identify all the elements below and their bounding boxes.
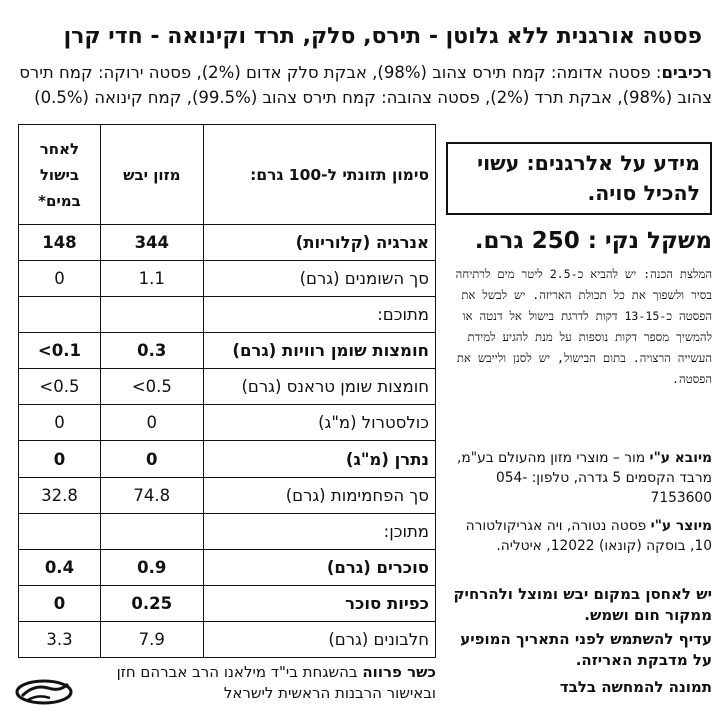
preparation-instructions: המלצת הכנה: יש להביא כ-2.5 ליטר מים לרתיחה בסיר ולשפוך את כל תכולת האריזה. יש לבשל את הפסטה כ-13-15 דקות לדרגת בישול אל דנטה או להמשיך מספר דקות נוספות על מנת להגיע למידת העשייה הרצויה. בתום הבישול, יש לסנן ולייבש את הפסטה.	[455, 267, 712, 386]
importer-label: מיובא ע"י	[649, 450, 712, 466]
nutrition-cell-dry: 0.5>	[100, 369, 203, 405]
nutrition-cell-cooked: 0	[19, 261, 101, 297]
nutrition-cell-name: סוכרים (גרם)	[203, 549, 435, 585]
nutrition-cell-name: מתוכם:	[203, 297, 435, 333]
nutrition-cell-name: מתוכן:	[203, 513, 435, 549]
nutrition-row	[19, 261, 436, 297]
net-weight: משקל נקי : 250 גרם.	[474, 228, 712, 254]
nutrition-cell-name: חלבונים (גרם)	[203, 621, 435, 657]
product-title: פסטה אורגנית ללא גלוטן - תירס, סלק, תרד וקינואה - חדי קרן	[63, 24, 702, 49]
kosher-body: בהשגחת בי"ד מילאנו הרב אברהם חזן ובאישור הרבנות הראשית לישראל	[116, 663, 436, 702]
nutrition-cell-name: סך הפחמימות (גרם)	[203, 477, 435, 513]
nutrition-table	[18, 124, 436, 658]
nutrition-cell-cooked: 0.5>	[19, 369, 101, 405]
nutrition-row	[19, 549, 436, 585]
kosher-label: כשר פרווה	[362, 663, 436, 681]
nutrition-cell-cooked: 32.8	[19, 477, 101, 513]
nutrition-cell-name: כולסטרול (מ"ג)	[203, 405, 435, 441]
ingredients-label: רכיבים	[661, 63, 712, 82]
nutrition-cell-cooked: 0.1>	[19, 333, 101, 369]
nutrition-cell-name: אנרגיה (קלוריות)	[203, 225, 435, 261]
nutrition-cell-dry: 0	[100, 405, 203, 441]
nutrition-cell-dry: 1.1	[100, 261, 203, 297]
nutrition-cell-cooked	[19, 297, 101, 333]
nutrition-row	[19, 333, 436, 369]
nutrition-cell-cooked: 0.4	[19, 549, 101, 585]
nutrition-cell-name: נתרן (מ"ג)	[203, 441, 435, 477]
nutrition-cell-dry: 0.3	[100, 333, 203, 369]
illustration-note: תמונה להמחשה בלבד	[559, 678, 712, 696]
allergen-box: מידע על אלרגנים: עשוי להכיל סויה.	[446, 142, 712, 215]
nutrition-header-dry: מזון יבש	[100, 125, 203, 225]
ingredients-body: : פסטה אדומה: קמח תירס צהוב (98%), אבקת סלק אדום (2%), פסטה ירוקה: קמח תירס צהוב (98%), אבקת תרד (2%), פסטה צהובה: קמח תירס צהוב (99.5%), קמח קינואה (0.5%)	[19, 63, 712, 107]
nutrition-cell-dry	[100, 513, 203, 549]
nutrition-cell-name: חומצות שומן רוויות (גרם)	[203, 333, 435, 369]
producer-body: פסטה נטורה, ויה אגריקולטורה 10, בוסקה (קונאו) 12022, איטליה.	[465, 518, 712, 554]
nutrition-cell-cooked: 148	[19, 225, 101, 261]
storage-instructions	[446, 584, 712, 674]
nutrition-header-row	[19, 125, 436, 225]
nutrition-cell-cooked: 0	[19, 405, 101, 441]
nutrition-cell-name: כפיות סוכר	[203, 585, 435, 621]
kosher-logo	[14, 678, 74, 706]
nutrition-cell-name: חומצות שומן טראנס (גרם)	[203, 369, 435, 405]
nutrition-cell-dry: 0.25	[100, 585, 203, 621]
nutrition-cell-dry	[100, 297, 203, 333]
nutrition-row	[19, 513, 436, 549]
ingredients-text	[6, 60, 712, 110]
nutrition-row	[19, 297, 436, 333]
nutrition-cell-cooked: 0	[19, 441, 101, 477]
nutrition-cell-cooked	[19, 513, 101, 549]
nutrition-cell-dry: 0	[100, 441, 203, 477]
nutrition-row	[19, 585, 436, 621]
nutrition-row	[19, 477, 436, 513]
kosher-statement	[90, 662, 436, 704]
nutrition-cell-name: סך השומנים (גרם)	[203, 261, 435, 297]
nutrition-header-cooked: לאחר בישול במים*	[19, 125, 101, 225]
storage-line: עדיף להשתמש לפני התאריך המופיע על מדבקת האריזה.	[460, 630, 712, 669]
nutrition-cell-dry: 74.8	[100, 477, 203, 513]
producer-label: מיוצר ע"י	[650, 518, 712, 534]
nutrition-row	[19, 621, 436, 657]
storage-line: יש לאחסן במקום יבש ומוצל ולהרחיק ממקור חום ושמש.	[453, 585, 712, 624]
nutrition-cell-cooked: 0	[19, 585, 101, 621]
importer-info	[446, 448, 712, 508]
nutrition-row	[19, 369, 436, 405]
nutrition-cell-cooked: 3.3	[19, 621, 101, 657]
nutrition-cell-dry: 0.9	[100, 549, 203, 585]
nutrition-cell-dry: 344	[100, 225, 203, 261]
nutrition-row	[19, 405, 436, 441]
nutrition-cell-dry: 7.9	[100, 621, 203, 657]
nutrition-row	[19, 441, 436, 477]
importer-body: מור – מוצרי מזון מהעולם בע"מ, מרבד הקסמים 5 גדרה, טלפון: 054-7153600	[457, 450, 712, 506]
nutrition-header-name: סימון תזונתי ל-100 גרם:	[203, 125, 435, 225]
nutrition-row	[19, 225, 436, 261]
producer-info	[446, 516, 712, 556]
